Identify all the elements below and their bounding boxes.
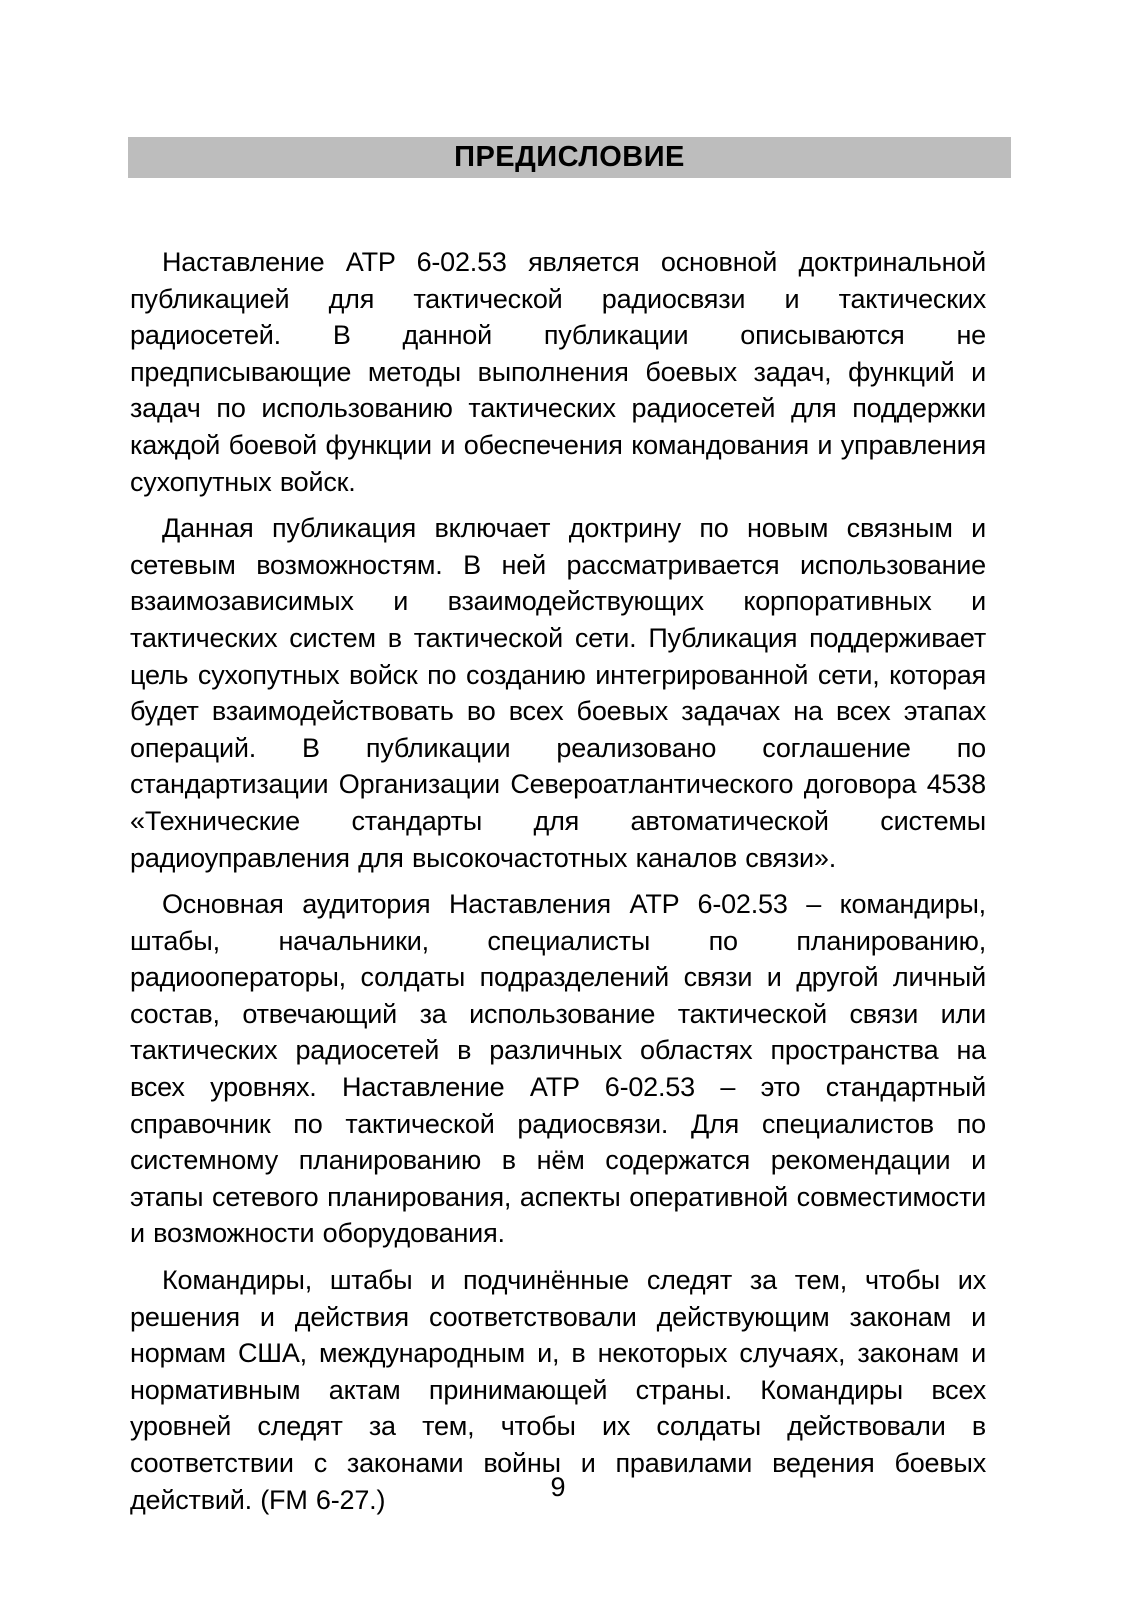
paragraph-2: Данная публикация включает доктрину по новым связным и сетевым возможностям. В ней рассматривается использование взаимозависимых и взаимодействующих корпоративных и тактических систем в тактической сети. Публикация поддерживает цель сухопутных войск по созданию интегрированной сети, которая будет взаимодействовать во всех боевых задачах на всех этапах операций. В публикации реализовано соглашение по стандартизации Организации Североатлантического договора 4538 «Технические стандарты для автоматической системы радиоуправления для высокочастотных каналов связи». <box>130 513 986 873</box>
document-body <box>130 244 986 1528</box>
section-title: ПРЕДИСЛОВИЕ <box>454 141 685 173</box>
paragraph-3: Основная аудитория Наставления ATP 6-02.53 – командиры, штабы, начальники, специалисты по планированию, радиооператоры, солдаты подразделений связи и другой личный состав, отвечающий за использование тактической связи или тактических радиосетей в различных областях пространства на всех уровнях. Наставление ATP 6-02.53 – это стандартный справочник по тактической радиосвязи. Для специалистов по системному планированию в нём содержатся рекомендации и этапы сетевого планирования, аспекты оперативной совместимости и возможности оборудования. <box>130 889 986 1249</box>
section-header-bar <box>128 137 1011 178</box>
page-number: 9 <box>550 1472 566 1502</box>
paragraph-1: Наставление ATP 6-02.53 является основной доктринальной публикацией для тактической радиосвязи и тактических радиосетей. В данной публикации описываются не предписывающие методы выполнения боевых задач, функций и задач по использованию тактических радиосетей для поддержки каждой боевой функции и обеспечения командования и управления сухопутных войск. <box>130 247 986 497</box>
page-footer <box>130 1472 986 1503</box>
paragraph-4: Командиры, штабы и подчинённые следят за тем, чтобы их решения и действия соответствовали действующим законам и нормам США, международным и, в некоторых случаях, законам и нормативным актам принимающей страны. Командиры всех уровней следят за тем, чтобы их солдаты действовали в соответствии с законами войны и правилами ведения боевых действий. (FM 6-27.) <box>130 1265 986 1515</box>
